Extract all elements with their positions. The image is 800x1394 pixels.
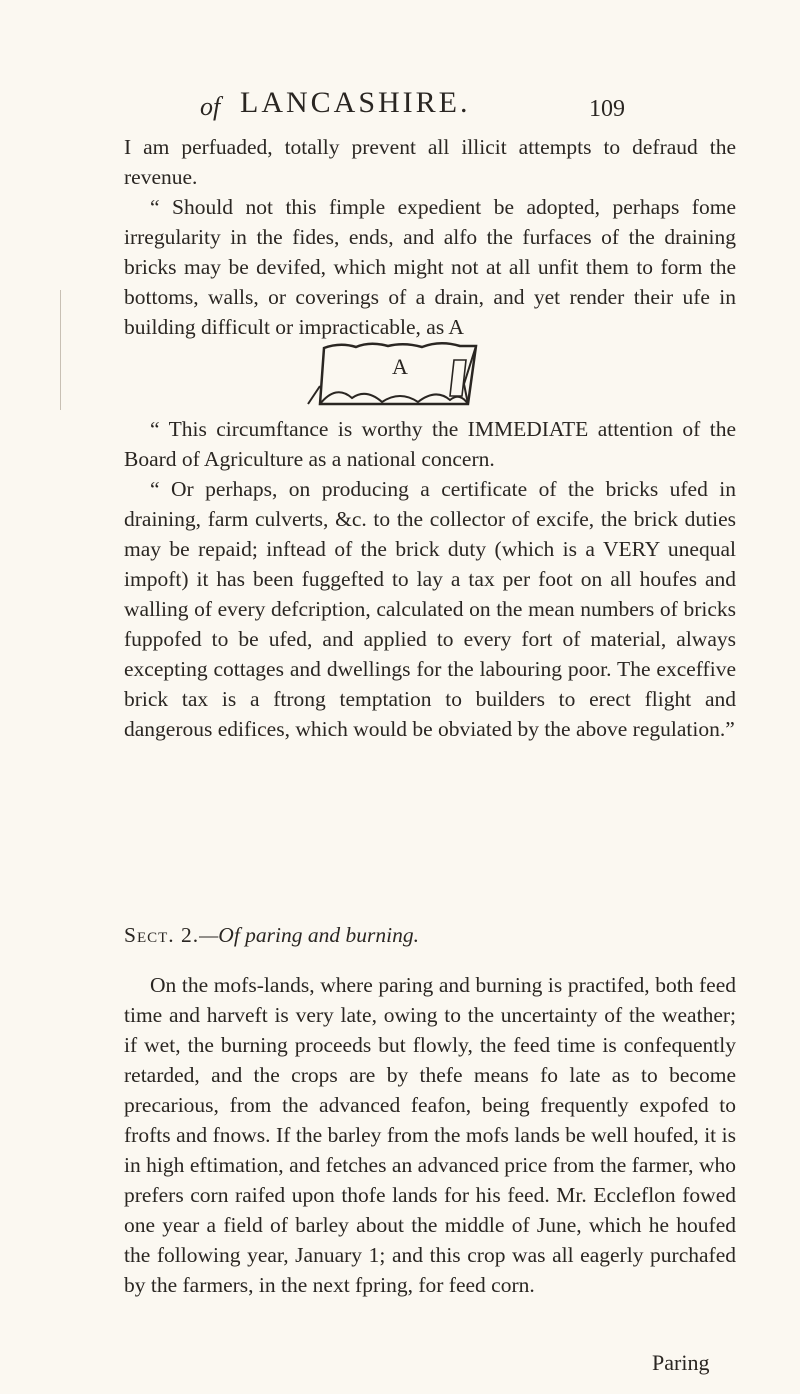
text-block-3 (124, 970, 736, 1300)
brick-figure (300, 340, 500, 414)
section-heading (124, 920, 736, 950)
paragraph: “ Should not this fimple expedient be adopted, perhaps fome irregularity in the fides, ends, and alfo the furfaces of the draining bricks may be devifed, which might not at all unfit them to form the bottoms, walls, or coverings of a drain, and yet render their ufe in building difficult or impracticable, as A (124, 195, 736, 339)
brick-illustration-icon (300, 340, 500, 414)
paragraph: I am perfuaded, totally prevent all illicit attempts to defraud the revenue. (124, 135, 736, 189)
text-block-1 (124, 132, 736, 342)
page-number: 109 (589, 96, 625, 122)
text-block-2 (124, 414, 736, 744)
running-header (200, 86, 625, 126)
paragraph: “ Or perhaps, on producing a certificate of the bricks ufed in draining, farm culverts, &c. to the collector of excife, the brick duties may be repaid; inftead of the brick duty (which is a VERY unequal impoft) it has been fuggefted to lay a tax per foot on all houfes and walling of every defcription, calculated on the mean numbers of bricks fuppofed to be ufed, and applied to every fort of material, always excepting cottages and dwellings for the labouring poor. The exceffive brick tax is a ftrong temptation to builders to erect flight and dangerous edifices, which would be obviated by the above regulation.” (124, 477, 736, 741)
section-label: Sect. 2. (124, 923, 200, 947)
figure-label: A (392, 354, 408, 379)
paragraph: “ This circumftance is worthy the IMMEDIATE attention of the Board of Agriculture as a national concern. (124, 417, 736, 471)
catchword: Paring (652, 1350, 710, 1375)
header-of: of (200, 92, 221, 121)
paragraph: On the mofs-lands, where paring and burning is practifed, both feed time and harveft is very late, owing to the uncertainty of the weather; if wet, the burning proceeds but flowly, the feed time is confequently retarded, and the crops are by thefe means fo late as to become precarious, from the advanced feafon, being frequently expofed to frofts and fnows. If the barley from the mofs lands be well houfed, it is in high eftimation, and fetches an advanced price from the farmer, who prefers corn raifed upon thofe lands for his feed. Mr. Eccleflon fowed one year a field of barley about the middle of June, which he houfed the following year, January 1; and this crop was all eagerly purchafed by the farmers, in the next fpring, for feed corn. (124, 973, 736, 1297)
header-title: LANCASHIRE. (240, 86, 471, 119)
margin-rule (60, 290, 61, 410)
section-title: —Of paring and burning. (199, 923, 419, 947)
